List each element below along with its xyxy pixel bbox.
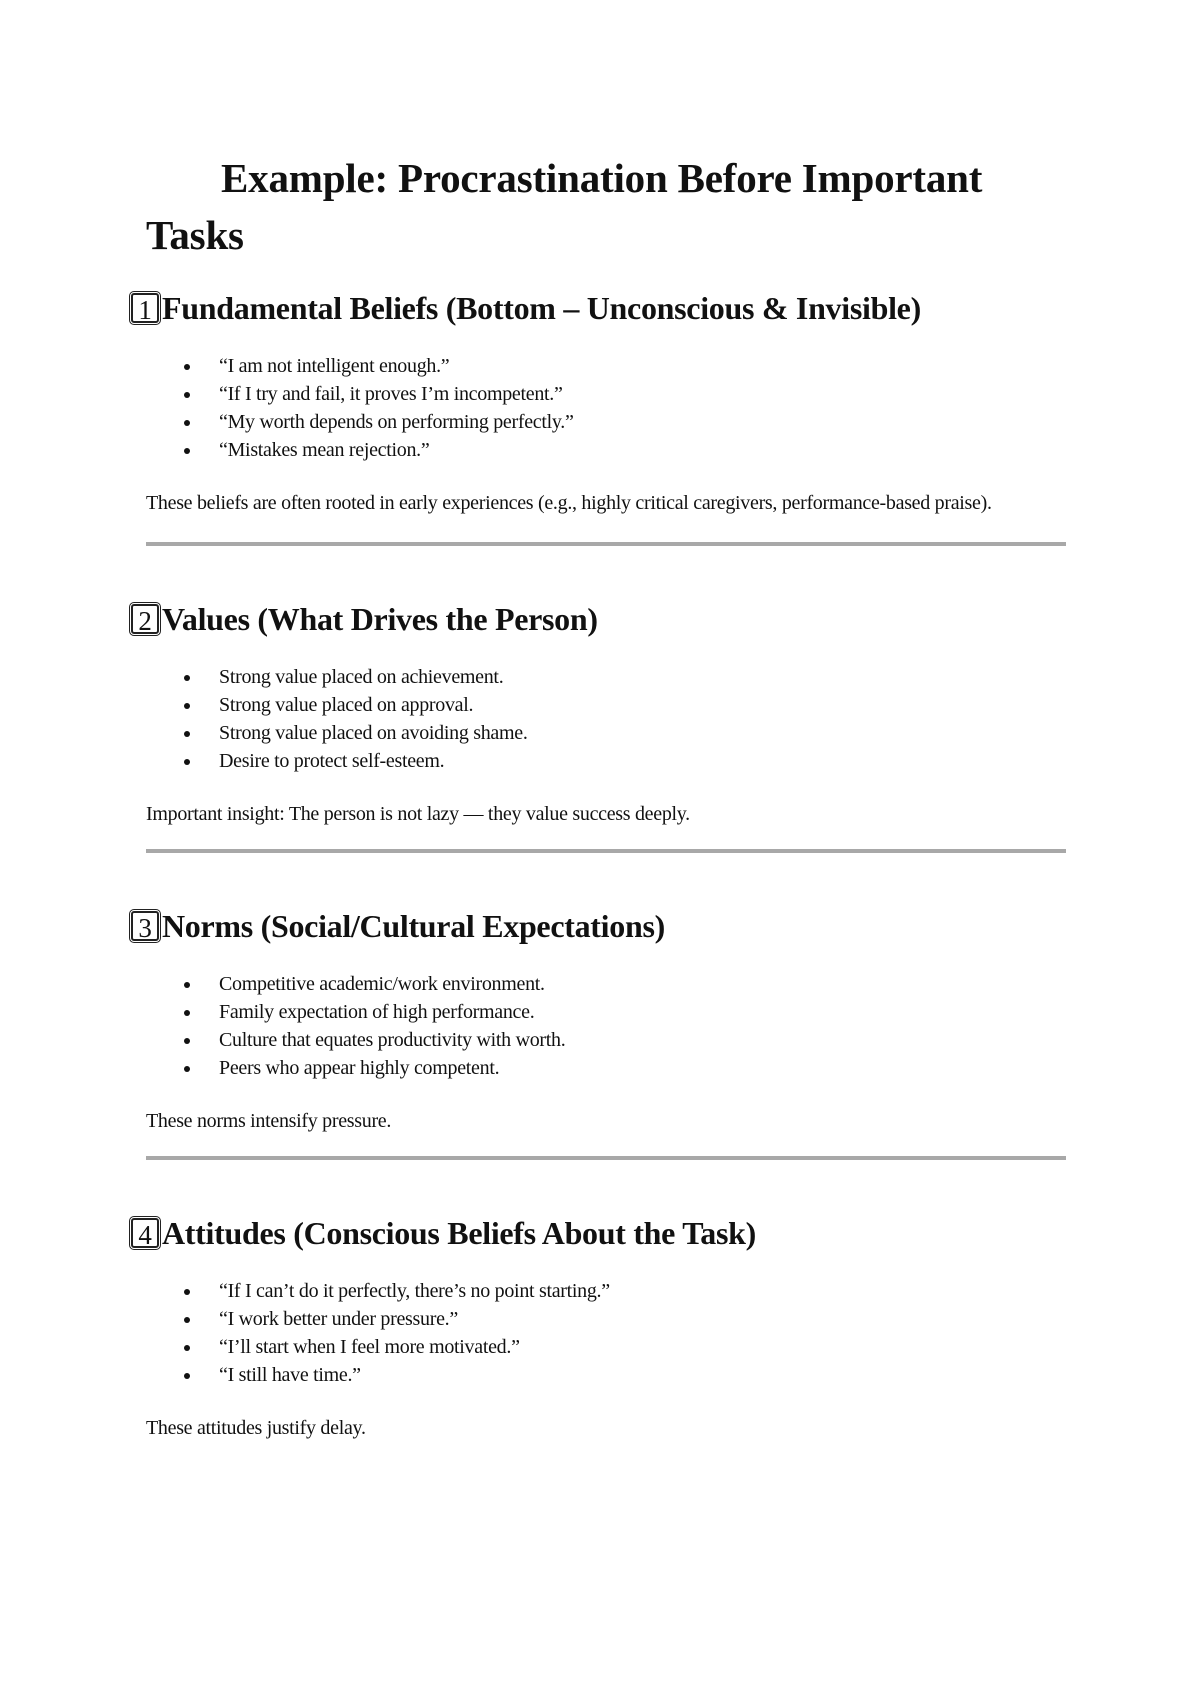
list-item: “I am not intelligent enough.” xyxy=(146,352,1066,380)
section-heading-text: Attitudes (Conscious Beliefs About the Task) xyxy=(162,1215,757,1251)
document-page xyxy=(138,150,1066,1442)
list-item: Strong value placed on approval. xyxy=(146,691,1066,719)
section-heading-text: Values (What Drives the Person) xyxy=(162,601,598,637)
list-item: Peers who appear highly competent. xyxy=(146,1054,1066,1082)
list-item: “If I try and fail, it proves I’m incompetent.” xyxy=(146,380,1066,408)
list-item: Family expectation of high performance. xyxy=(146,998,1066,1026)
bullet-list xyxy=(146,1277,1066,1389)
section-values xyxy=(138,599,1066,828)
section-heading-text: Fundamental Beliefs (Bottom – Unconscious & Invisible) xyxy=(162,290,921,326)
bullet-list xyxy=(146,663,1066,775)
section-heading xyxy=(131,906,1066,946)
section-note: These beliefs are often rooted in early experiences (e.g., highly critical caregivers, performance-based praise). xyxy=(146,492,992,514)
list-item: Culture that equates productivity with worth. xyxy=(146,1026,1066,1054)
list-item: Competitive academic/work environment. xyxy=(146,970,1066,998)
list-item: “I still have time.” xyxy=(146,1361,1066,1389)
section-heading-text: Norms (Social/Cultural Expectations) xyxy=(162,908,665,944)
horizontal-rule xyxy=(146,1156,1066,1160)
list-item: “I work better under pressure.” xyxy=(146,1305,1066,1333)
section-norms xyxy=(138,906,1066,1135)
section-heading xyxy=(131,288,1066,328)
horizontal-rule xyxy=(146,849,1066,853)
list-item: “Mistakes mean rejection.” xyxy=(146,436,1066,464)
section-heading xyxy=(131,1213,1066,1253)
list-item: Strong value placed on achievement. xyxy=(146,663,1066,691)
section-attitudes xyxy=(138,1213,1066,1442)
list-item: Desire to protect self-esteem. xyxy=(146,747,1066,775)
bullet-list xyxy=(146,970,1066,1082)
section-note: Important insight: The person is not lazy — they value success deeply. xyxy=(146,803,690,825)
section-number-badge: 4 xyxy=(131,1218,159,1248)
section-number-badge: 3 xyxy=(131,911,159,941)
list-item: “I’ll start when I feel more motivated.” xyxy=(146,1333,1066,1361)
document-title: Example: Procrastination Before Important Tasks xyxy=(146,155,983,258)
section-number-badge: 2 xyxy=(131,604,159,634)
list-item: “My worth depends on performing perfectly.” xyxy=(146,408,1066,436)
list-item: “If I can’t do it perfectly, there’s no point starting.” xyxy=(146,1277,1066,1305)
list-item: Strong value placed on avoiding shame. xyxy=(146,719,1066,747)
section-number-badge: 1 xyxy=(131,293,159,323)
section-note: These norms intensify pressure. xyxy=(146,1110,392,1132)
section-fundamental-beliefs xyxy=(138,288,1066,517)
section-heading xyxy=(131,599,1066,639)
bullet-list xyxy=(146,352,1066,464)
section-note: These attitudes justify delay. xyxy=(146,1417,366,1439)
horizontal-rule xyxy=(146,542,1066,546)
